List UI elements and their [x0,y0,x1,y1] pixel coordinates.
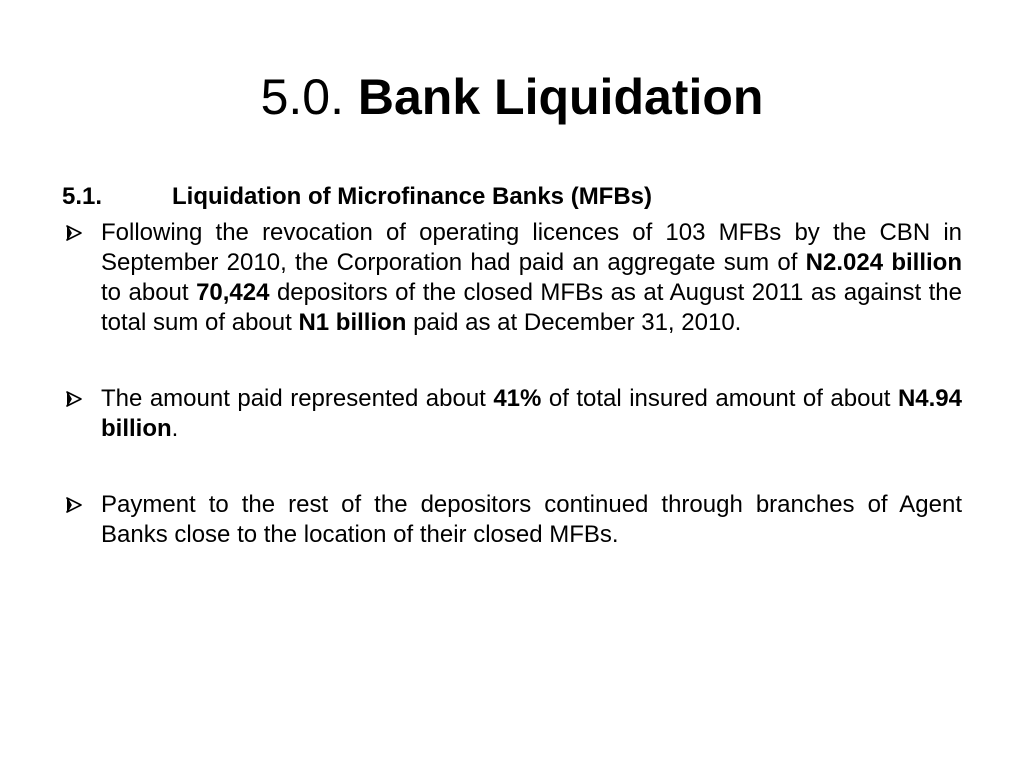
bullet-text: paid as at December 31, 2010. [406,309,742,336]
bullet-item-percentage [62,384,962,444]
slide-title [0,62,1024,132]
arrow-bullet-icon [62,218,86,248]
bullet-emphasis-prior-amount: N1 billion [298,309,407,336]
bullet-text: of total insured amount of about [541,385,898,412]
arrow-bullet-icon [62,490,86,520]
bullet-text: Following the revocation of operating licences of 103 MFBs by the CBN in September 2010, the Corporation had paid an aggregate sum of [101,219,962,276]
bullet-item-payments [62,218,962,338]
bullet-emphasis-percent: 41% [493,385,542,412]
bullet-text: . [171,415,179,442]
section-number: 5.1. [62,183,103,210]
bullet-text: Payment to the rest of the depositors continued through branches of Agent Banks close to the location of their closed MFBs. [101,491,962,548]
bullet-emphasis-depositors: 70,424 [196,279,270,306]
bullet-text: to about [101,279,197,306]
bullet-text: The amount paid represented about [101,385,494,412]
arrow-bullet-icon [62,384,86,414]
title-text: Bank Liquidation [357,69,764,125]
bullet-item-agent-banks [62,490,962,550]
section-heading-text: Liquidation of Microfinance Banks (MFBs) [172,183,653,210]
section-heading [62,180,962,214]
bullet-emphasis-insured-amount: N4.94 billion [101,385,962,442]
title-number: 5.0. [260,69,344,125]
bullet-emphasis-amount: N2.024 billion [805,249,963,276]
slide-content [62,180,962,550]
bullet-text: depositors of the closed MFBs as at August 2011 as against the total sum of about [101,279,962,336]
